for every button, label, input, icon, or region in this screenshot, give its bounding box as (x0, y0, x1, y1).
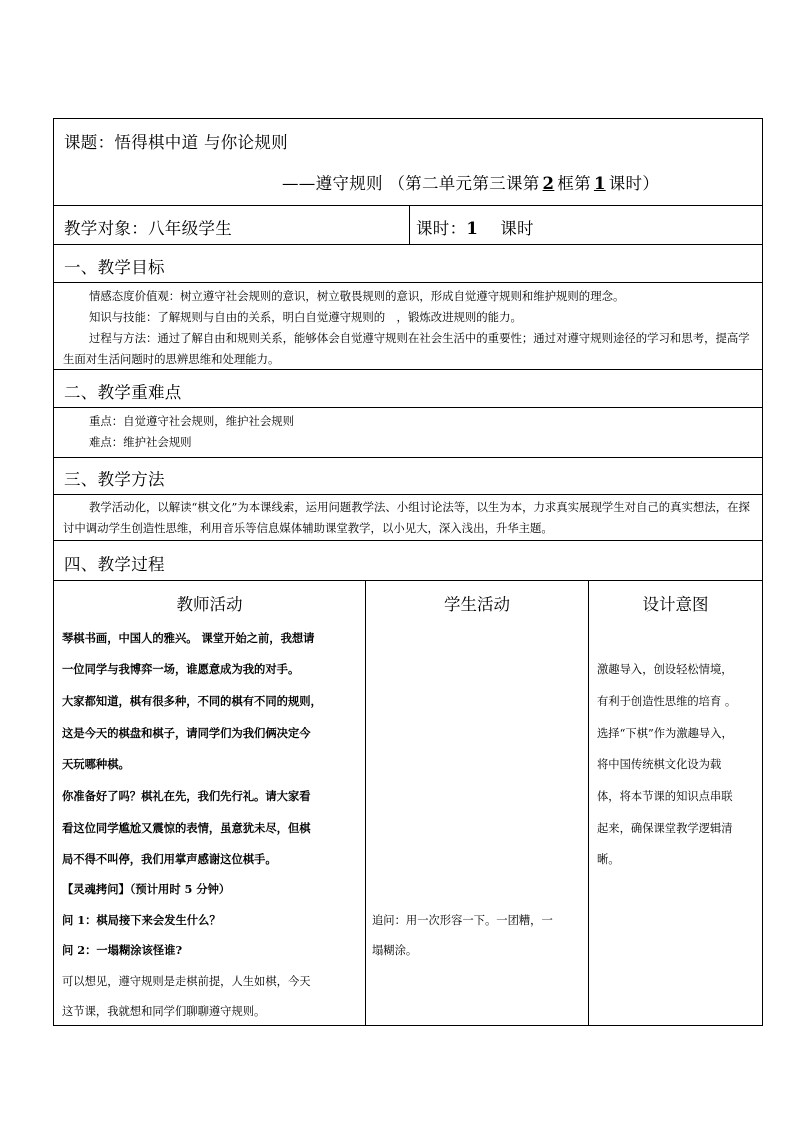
class-hours-label: 课时： (416, 219, 467, 238)
subtitle-frame-number: 2 (542, 174, 555, 193)
design-column (589, 581, 762, 1025)
teacher-line: 【灵魂拷问】（预计用时 5 分钟） (62, 882, 231, 896)
info-divider (409, 206, 410, 244)
teacher-line: 琴棋书画，中国人的雅兴。 课堂开始之前，我想请 (62, 631, 315, 645)
goal-knowledge: 知识与技能：了解规则与自由的关系，明白自觉遵守规则的 ，锻炼改进规则的能力。 (89, 310, 522, 324)
title-row (54, 119, 762, 206)
subtitle-period-number: 1 (593, 174, 606, 193)
goals-heading-row (54, 245, 762, 283)
teacher-line: 这是今天的棋盘和棋子，请同学们为我们俩决定今 (62, 726, 311, 740)
design-line: 激趣导入，创设轻松情境， (597, 663, 733, 676)
student-line: 追问：用一次形容一下。一团糟，一 (372, 914, 553, 927)
goals-heading: 一、教学目标 (64, 258, 165, 277)
info-row (54, 206, 762, 245)
method-heading-row (54, 458, 762, 495)
focus-heading: 二、教学重难点 (64, 383, 182, 402)
goals-content-row (54, 283, 762, 370)
student-activity-header: 学生活动 (444, 595, 510, 614)
lesson-subtitle (282, 170, 659, 194)
teacher-activity-header: 教师活动 (176, 595, 243, 614)
design-line: 有利于创造性思维的培育 。 (597, 695, 737, 708)
key-point: 重点：自觉遵守社会规则，维护社会规则 (89, 414, 295, 428)
process-heading: 四、教学过程 (64, 555, 165, 574)
method-content-row (54, 495, 762, 541)
design-line: 晰。 (597, 853, 620, 866)
teacher-column (54, 581, 365, 1025)
design-line: 将中国传统棋文化设为载 (597, 758, 722, 771)
teacher-line: 可以想见，遵守规则是走棋前提，人生如棋，今天 (62, 975, 311, 988)
method-description: 教学活动化，以解读“棋文化”为本课线索，运用问题教学法、小组讨论法等，以生为本，力求真实展现学生对自己的真实想法，在探讨中调动学生创造性思维，利用音乐等信息媒体辅助课堂教学，以小见大，深入浅出，升华主题。 (63, 500, 750, 535)
design-line: 起来，确保课堂教学逻辑清 (597, 822, 733, 835)
teacher-line: 大家都知道，棋有很多种，不同的棋有不同的规则， (62, 694, 322, 708)
teacher-line: 看这位同学尴尬又震惊的表情，虽意犹未尽，但棋 (62, 821, 311, 835)
design-intent-header: 设计意图 (642, 595, 709, 614)
teacher-line: 问 2：一塌糊涂该怪谁? (62, 943, 183, 957)
class-hours (416, 215, 534, 239)
process-heading-row (54, 541, 762, 581)
teacher-line: 这节课，我就想和同学们聊聊遵守规则。 (62, 1005, 266, 1018)
design-line: 选择“下棋”作为激趣导入， (597, 727, 733, 740)
student-column (366, 581, 588, 1025)
focus-heading-row (54, 370, 762, 408)
difficult-point: 难点：维护社会规则 (89, 435, 192, 449)
teaching-target: 教学对象：八年级学生 (64, 219, 232, 238)
class-hours-value: 1 (466, 219, 479, 238)
focus-content-row (54, 408, 762, 458)
design-line: 体，将本节课的知识点串联 (597, 790, 733, 803)
goal-attitude: 情感态度价值观：树立遵守社会规则的意识，树立敬畏规则的意识，形成自觉遵守规则和维护规则的理念。 (89, 289, 625, 303)
subtitle-mid: 框第 (557, 174, 591, 193)
lesson-title: 课题：悟得棋中道 与你论规则 (64, 133, 288, 152)
class-hours-unit: 课时 (500, 219, 534, 238)
lesson-plan-table (53, 118, 763, 1026)
method-heading: 三、教学方法 (64, 470, 165, 489)
teacher-line: 问 1：棋局接下来会发生什么？ (62, 913, 221, 927)
student-line: 塌糊涂。 (372, 944, 418, 957)
goal-process: 过程与方法：通过了解自由和规则关系，能够体会自觉遵守规则在社会生活中的重要性；通过对遵守规则途径的学习和思考，提高学生面对生活问题时的思辨思维和处理能力。 (63, 331, 750, 366)
teacher-line: 天玩哪种棋。 (62, 757, 130, 771)
teacher-line: 局不得不叫停，我们用掌声感谢这位棋手。 (62, 852, 277, 866)
subtitle-prefix: ——遵守规则 （第二单元第三课第 (282, 174, 540, 193)
teacher-line: 你准备好了吗？棋礼在先，我们先行礼。请大家看 (62, 789, 311, 803)
teacher-line: 一位同学与我博弈一场，谁愿意成为我的对手。 (62, 662, 300, 676)
process-table (54, 581, 762, 1025)
subtitle-suffix: 课时） (608, 174, 660, 193)
